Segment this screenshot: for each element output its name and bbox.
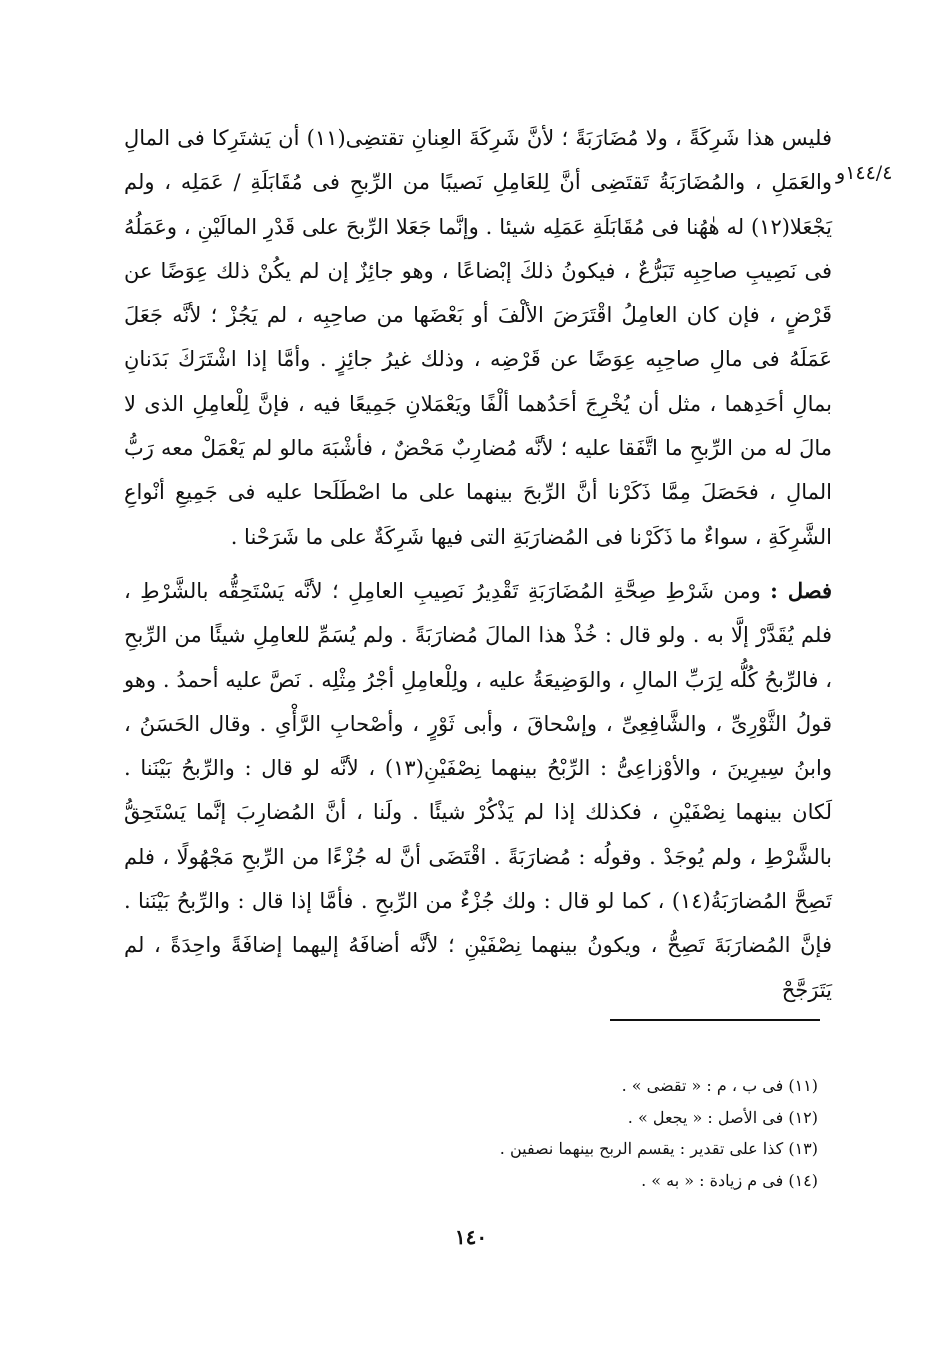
paragraph-2 bbox=[124, 569, 832, 1012]
footnote-11: (١١) فى ب ، م : « تقضى » . bbox=[621, 1076, 818, 1095]
footnotes bbox=[218, 1070, 818, 1196]
paragraph-1: فليس هذا شَرِكَةً ، ولا مُضَارَبَةً ؛ لأنَّ شَرِكَةَ العِنانِ تقتضِى(١١) أن يَشتَرِكا فى المالِ والعَمَلِ ، والمُضَارَبَةُ تَقتَضِى أنَّ لِلعَامِلِ نَصيبًا من الرِّبحِ فى مُقَابَلَةِ / عَمَلِه ، ولم يَجْعَلا(١٢) له هٰهُنا فى مُقَابَلَةِ عَمَلِه شيئا . وإنَّما جَعَلا الرِّبحَ على قَدْرِ المالَيْنِ ، وعَمَلُهُ فى نَصِيبِ صاحِبِه تَبَرُّعٌ ، فيكونُ ذلكَ إبْضاعًا ، وهو جائِزٌ إن لم يكُنْ ذلك عِوَضًا عن قَرْضٍ ، فإن كان العامِلُ اقْتَرَضَ الألْفَ أو بَعْضَها من صاحِبِه ، لم يَجُزْ ؛ لأنَّه جَعَلَ عَمَلَهُ فى مالِ صاحِبِه عِوَضًا عن قَرْضِه ، وذلك غيرُ جائِزٍ . وأمَّا إذا اشْتَرَكَ بَدَنانِ بمالِ أحَدِهما ، مثل أن يُخْرِجَ أحَدُهما ألْفًا ويَعْمَلانِ جَمِيعًا فيه ، فإنَّ لِلْعامِلِ الذى لا مالَ له من الرِّبحِ ما اتَّفَقا عليه ؛ لأنَّه مُضارِبٌ مَحْضٌ ، فأشْبَهَ مالو لم يَعْمَلْ معه رَبُّ المالِ ، فحَصَلَ مِمَّا ذَكَرْنا أنَّ الرِّبحَ بينهما على ما اصْطَلَحا عليه فى جَمِيعِ أنْواعِ الشَّرِكَةِ ، سواءٌ ما ذَكَرْنا فى المُضارَبَةِ التى فيها شَرِكَةٌ على ما شَرَحْنا . bbox=[124, 126, 833, 549]
footnote-separator bbox=[610, 1019, 820, 1021]
paragraph-2-text: ومن شَرْطِ صِحَّةِ المُضَارَبَةِ تَقْدِيرُ نَصِيبِ العامِلِ ؛ لأنَّه يَسْتَحِقُّه بالشَّرْطِ ، فلم يُقَدَّرْ إلَّا به . ولو قال : خُذْ هذا المالَ مُضارَبَةً . ولم يُسَمِّ للعامِلِ شيئًا من الرِّبحِ ، فالرِّبحُ كُلُّه لِرَبِّ المالِ ، والوَضِيعَةُ عليه ، ولِلْعامِلِ أجْرُ مِثْلِه . نَصَّ عليه أحمدُ . وهو قولُ الثَّوْرِىِّ ، والشَّافِعِىِّ ، وإسْحاقَ ، وأبى ثَوْرٍ ، وأصْحابِ الرَّأْىِ . وقال الحَسَنُ ، وابنُ سِيرِينَ ، والأوْزاعِىُّ : الرِّبْحُ بينهما نِصْفَيْنِ(١٣) ، لأنَّه لو قال : والرِّبحُ بَيْنَنا . لَكان بينهما نِصْفَيْنِ ، فكذلك إذا لم يَذْكُرْ شيئًا . ولَنا ، أنَّ المُضارِبَ إنَّما يَسْتَحِقُّ بالشَّرْطِ ، ولم يُوجَدْ . وقولُه : مُضارَبَةً . اقْتَضَى أنَّ له جُزْءًا من الرِّبحِ مَجْهُولًا ، فلم تَصِحَّ المُضارَبَةُ(١٤) ، كما لو قال : ولك جُزْءٌ من الرِّبحِ . فأمَّا إذا قال : والرِّبحُ بَيْنَنا . فإنَّ المُضارَبَةَ تَصِحُّ ، ويكونُ بينهما نِصْفَيْنِ ؛ لأنَّه أضافَهُ إليهما إضافَةً واحِدَةً ، لم يَتَرَجَّحْ bbox=[124, 578, 832, 1002]
main-text bbox=[124, 116, 832, 1012]
footnote-13: (١٣) كذا على تقدير : يقسم الربح بينهما نصفين . bbox=[499, 1139, 818, 1158]
page-number: ١٤٠ bbox=[454, 1225, 488, 1249]
footnote-14: (١٤) فى م زيادة : « به » . bbox=[641, 1170, 818, 1190]
section-heading-fasl: فصل : bbox=[770, 577, 832, 603]
margin-manuscript-reference: ١٤٤/٤و bbox=[836, 162, 893, 184]
footnote-12: (١٢) فى الأصل : « يجعل » . bbox=[627, 1107, 818, 1127]
